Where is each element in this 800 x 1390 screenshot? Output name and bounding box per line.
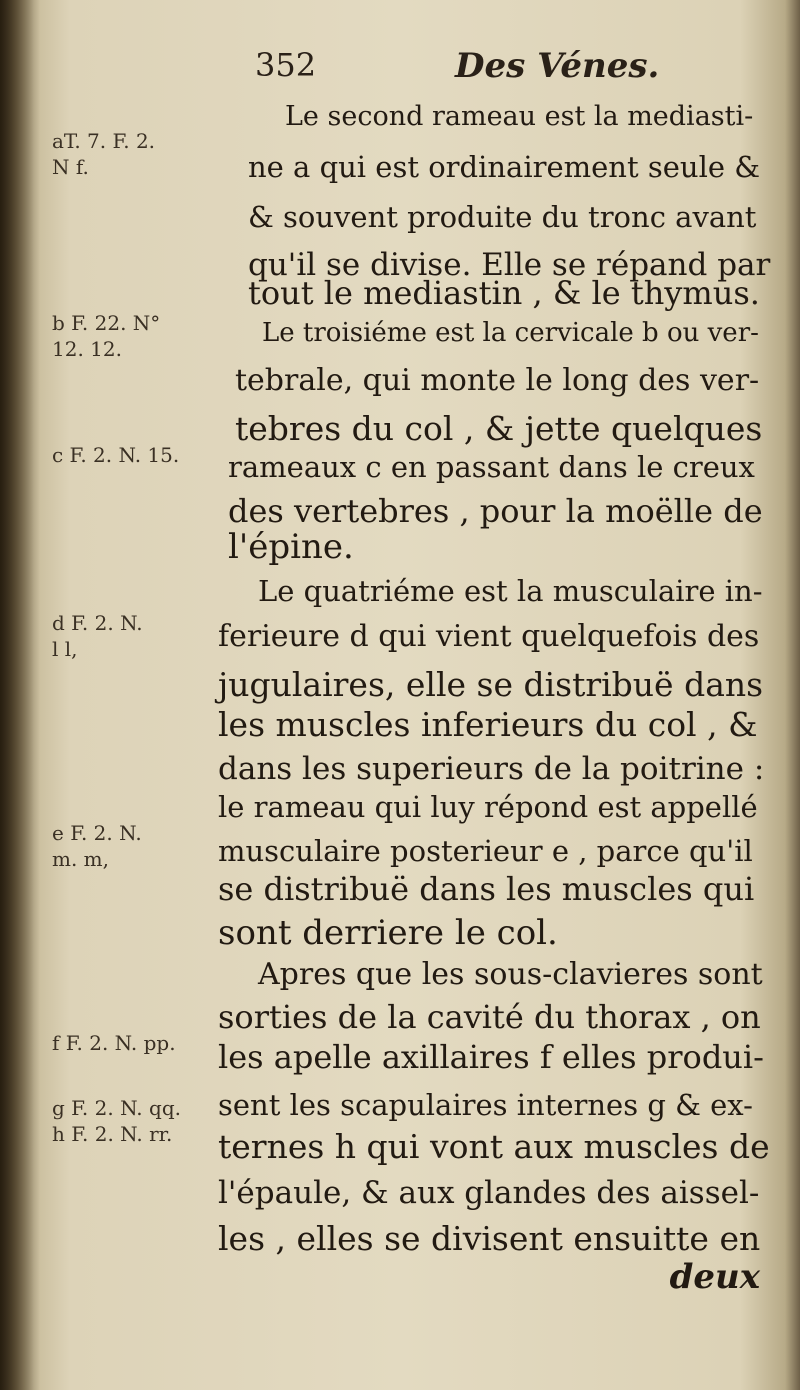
line-text: les apelle axillaires f elles produi- (218, 1038, 764, 1076)
line-text: rameaux c en passant dans le creux (228, 450, 755, 484)
text-line (228, 522, 788, 572)
page-header (255, 46, 695, 96)
line-text: Le quatriéme est la musculaire in- (258, 574, 763, 608)
line-text: qu'il se divise. Elle se répand par (248, 247, 771, 283)
line-text: Le troisiéme est la cervicale b ou ver- (262, 318, 759, 348)
page-number: 352 (255, 46, 317, 84)
line-text: ne a qui est ordinairement seule & (248, 150, 761, 184)
line-text: les , elles se divisent ensuitte en (218, 1219, 761, 1258)
line-text: se distribuë dans les muscles qui (218, 870, 755, 908)
line-text: Apres que les sous-clavieres sont (258, 957, 763, 992)
text-line (248, 192, 800, 242)
line-text: tebres du col , & jette quelques (235, 409, 763, 448)
text-line (218, 1122, 778, 1172)
line-text: le rameau qui luy répond est appellé (218, 790, 758, 824)
line-text: dans les superieurs de la poitrine : (218, 751, 765, 787)
text-line (218, 612, 778, 662)
text-line (235, 356, 795, 406)
line-text: ferieure d qui vient quelquefois des (218, 619, 760, 654)
line-text: sent les scapulaires internes g & ex- (218, 1088, 753, 1122)
line-text: tebrale, qui monte le long des ver- (235, 363, 760, 398)
text-line (258, 566, 800, 616)
text-line (218, 782, 778, 832)
line-text: ternes h qui vont aux muscles de (218, 1127, 770, 1166)
line-text: des vertebres , pour la moëlle de (228, 492, 763, 530)
line-text: les muscles inferieurs du col , & (218, 705, 758, 744)
running-head: Des Vénes. (455, 46, 660, 86)
line-text: tout le mediastin , & le thymus. (248, 274, 760, 312)
text-line (218, 700, 778, 750)
line-text: sont derriere le col. (218, 913, 558, 953)
text-line (218, 1168, 778, 1218)
text-line (248, 142, 800, 192)
line-text: musculaire posterieur e , parce qu'il (218, 834, 753, 868)
catchword: deux (669, 1257, 760, 1297)
binding-gutter (0, 0, 40, 1390)
line-text: Le second rameau est la mediasti- (285, 101, 754, 132)
line-text: jugulaires, elle se distribuë dans (218, 665, 764, 704)
margin-note: f F. 2. N. pp. (52, 1031, 176, 1055)
text-line (228, 442, 788, 492)
margin-note: g F. 2. N. qq. h F. 2. N. rr. (52, 1096, 181, 1146)
line-text: sorties de la cavité du thorax , on (218, 998, 761, 1036)
text-line (262, 308, 800, 358)
text-line (218, 864, 778, 914)
line-text: l'épine. (228, 527, 354, 567)
margin-note: e F. 2. N. m. m, (52, 821, 142, 871)
margin-note: b F. 22. N° 12. 12. (52, 311, 161, 361)
margin-note: d F. 2. N. l l, (52, 611, 143, 661)
line-text: l'épaule, & aux glandes des aissel- (218, 1175, 760, 1211)
text-line (218, 1032, 778, 1082)
text-line (285, 92, 800, 142)
margin-note: aT. 7. F. 2. N f. (52, 129, 156, 179)
line-text: & souvent produite du tronc avant (248, 200, 757, 234)
margin-note: c F. 2. N. 15. (52, 443, 180, 467)
